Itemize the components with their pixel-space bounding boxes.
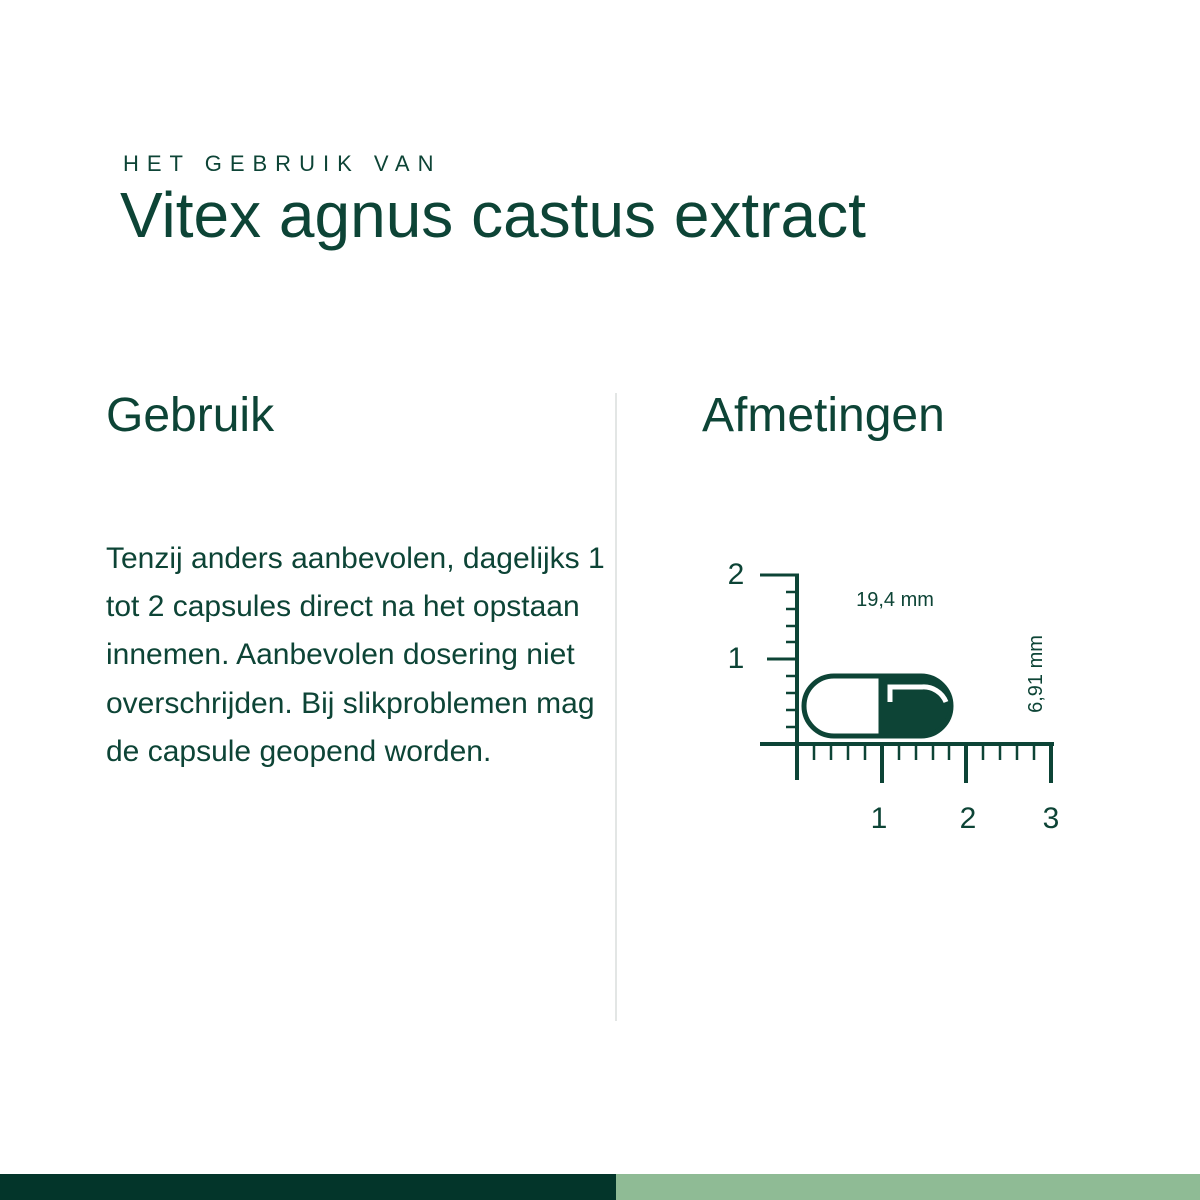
length-label: 19,4 mm: [856, 589, 934, 611]
width-label: 6,91 mm: [1025, 635, 1047, 713]
eyebrow-text: HET GEBRUIK VAN: [123, 151, 442, 176]
footer-bar-light: [616, 1174, 1200, 1200]
page-title: Vitex agnus castus extract: [120, 179, 866, 251]
y-tick-label-1: 1: [727, 642, 745, 675]
usage-text: Tenzij anders aanbevolen, dagelijks 1 tot 2 capsules direct na het opstaan innemen. Aanbevolen dosering niet overschrijden. Bij slikproblemen mag de capsule geopend worden.: [106, 542, 605, 768]
x-tick-label-2: 2: [959, 802, 977, 835]
capsule-icon: [804, 676, 951, 736]
capsule-dimensions-diagram: [700, 540, 1080, 860]
footer-bar-dark: [0, 1174, 616, 1200]
x-minor-ticks: [814, 744, 1034, 760]
y-tick-label-2: 2: [727, 558, 745, 591]
usage-heading: Gebruik: [106, 389, 275, 442]
column-divider: [615, 393, 617, 1021]
x-tick-label-1: 1: [870, 802, 888, 835]
x-tick-label-3: 3: [1042, 802, 1060, 835]
dimensions-heading: Afmetingen: [702, 389, 945, 442]
